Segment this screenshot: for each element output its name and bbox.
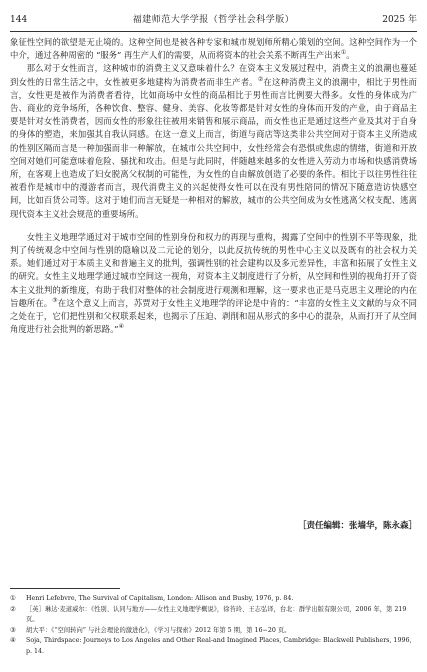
paragraph: 那么对于女性而言，这种城市的消费主义又意味着什么？在资本主义发展过程中，消费主义的浪潮也蔓延到女性的日常生活之中，女性被更多地建构为消费者而非生产者。②在这种消费主义的浪潮中，相比于男性而言，女性更是被作为消费者看待，比如商场中女性的商品相比于男性而言比例要大得多。女性的身体成为广告、商业的竞争场所，各种饮食、整容、健身、美容、化妆等都是针对女性的身体而开发的产业，由于商品主要是针对女性消费者，因而女性的形象往往被用来销售和展示商品，而女性也正是通过这些产业及其对于自身的身体的塑造，来加强其自我认同感。在这一意义上而言，街道与商店等这类非公共空间对于资本主义所造成的性别区隔而言是一种加强而非一种解放，在城市公共空间中，女性经常会有恐惧或焦虑的情绪，街道和开放空间对她们可能意味着危险、骚扰和攻击。但是与此同时，伴随越来越多的女性进入劳动力市场和快感消费场所，在客观上也造成了妇女脱离父权制的可能性，为女性的自由解放创造了必要的条件。相比于以往男性往往被看作是城市中的漫游者而言，现代消费主义的兴起使得女性可以在没有男性陪同的情况下随意造访快感空间，比如百货公司等。这对于她们而言无疑是一种相对的解放，城市的公共空间成为女性逃离父权支配、逃离现代资本主义社会规范的重要场所。 [10,63,418,219]
publication-year: 2025 年 [382,15,417,25]
article-body [10,36,417,336]
footnote-item: ④ Soja, Thirdspace: Journeys to Los Angeles and Other Real-and Imagined Places, Cambridge: Blackwell Publishers, 1996, p. 14. [10,637,412,655]
footnote-item: ② ［英］琳达·麦道威尔：《性别、认同与地方——女性主义地理学概说》，徐苔玲、王志弘译，台北：群学出版有限公司，2006 年，第 219 页。 [10,605,407,623]
footnote-ref[interactable]: ④ [118,323,124,331]
footnote-item: ① Henri Lefebvre, The Survival of Capitalism, London: Allison and Busby, 1976, p. 84. [10,595,294,602]
paragraph: 女性主义地理学通过对于城市空间的性别身份和权力的再现与重构，揭露了空间中的性别不平等现象，批判了传统观念中空间与性别的隐喻以及二元论的划分，以此反抗传统的男性中心主义以及既有的社会权力关系。她们通过对于本质主义和普遍主义的批判，强调性别的社会建构以及多元差异性，丰富和拓展了女性主义的研究。女性主义地理学通过城市空间这一视角，对资本主义制度进行了分析，从空间和性别的视角打开了资本主义批判的新维度，有助于我们对整体的社会制度进行观测和理解，这一要求也正是马克思主义理论的内在旨趣所在。③在这个意义上而言，苏贾对于女性主义地理学的评论是中肯的：“丰富的女性主义文献的与众不同之处在于，它们把性别和父权联系起来，也揭示了压迫、剥削和屈从形式的多中心的混杂，从而打开了从空间角度进行社会批判的新思路。”④ [10,231,418,335]
footnote-ref[interactable]: ① [340,49,347,57]
footnote-item: ③ 胡大平：《“空间转向” 与社会理论的激进化》，《学习与探索》2012 年第 5 期，第 16−20 页。 [10,626,291,634]
footnote-ref[interactable]: ③ [52,297,58,305]
footnotes [10,594,417,657]
page-number: 144 [10,15,28,25]
paragraph: 象征性空间的欲望是无止境的。这种空间也是被各种专家和城市规划师所精心策划的空间。这种空间作为一个中介，通过各种周密的 “服务” 再生产人们的需要，从而将资本的社会关系不断再生产出来①。 [10,37,417,61]
footnote-divider [10,588,120,589]
running-header [10,12,417,30]
responsible-editors: ［责任编辑：张墙华，陈永森］ [297,521,417,531]
header-divider [10,31,417,32]
footnote-ref[interactable]: ② [257,75,264,83]
journal-title: 福建师范大学学报（哲学社会科学版） [132,15,295,25]
